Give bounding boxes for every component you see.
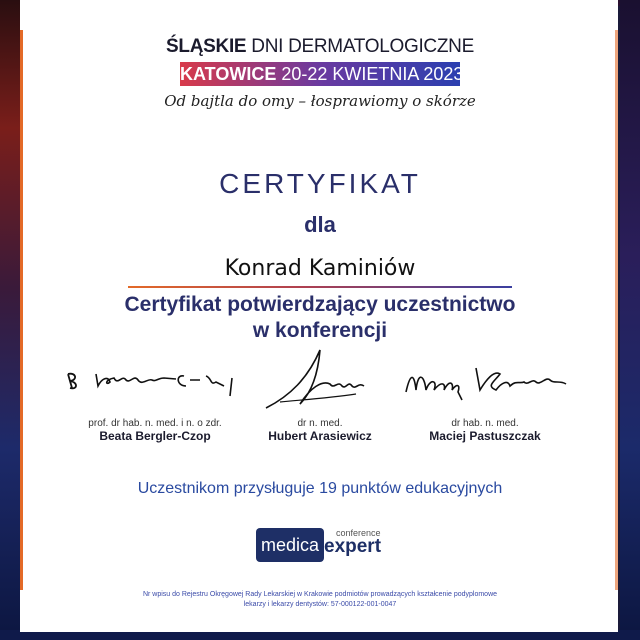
event-dates: 20-22 KWIETNIA 2023 bbox=[276, 64, 464, 84]
certificate-title: CERTYFIKAT bbox=[219, 168, 421, 199]
footer-line-1: Nr wpisu do Rejestru Okręgowej Rady Lekarskiej w Krakowie podmiotów prowadzących kształcenie podyplomowe bbox=[142, 591, 498, 598]
event-title-bold: ŚLĄSKIE bbox=[166, 36, 247, 57]
event-tagline: Od bajtla do omy – łosprawiomy o skórze bbox=[164, 92, 476, 110]
background-left-edge bbox=[0, 0, 20, 640]
registry-footer bbox=[100, 590, 540, 610]
event-title bbox=[160, 36, 480, 58]
orange-edge-right bbox=[615, 30, 618, 590]
signatory-2-title: dr n. med. bbox=[297, 418, 343, 429]
signatory-2 bbox=[240, 418, 400, 443]
signature-1 bbox=[60, 352, 250, 408]
signatory-1 bbox=[70, 418, 240, 443]
recipient-underline bbox=[128, 286, 512, 288]
logo-expert-label: expert bbox=[324, 536, 382, 557]
signatory-1-title: prof. dr hab. n. med. i n. o zdr. bbox=[88, 418, 222, 429]
footer-line-2: lekarzy i lekarzy dentystów: 57-000122-001-0047 bbox=[243, 601, 397, 608]
event-title-rest: DNI DERMATOLOGICZNE bbox=[246, 36, 474, 57]
event-date-bar bbox=[180, 62, 464, 86]
background-right-edge bbox=[620, 0, 640, 640]
certificate-for: dla bbox=[304, 212, 336, 237]
medica-logo-box: medica bbox=[256, 528, 324, 562]
signatory-1-name: Beata Bergler-Czop bbox=[99, 429, 211, 443]
confirmation-line-2: w konferencji bbox=[252, 319, 388, 342]
confirmation-text bbox=[90, 292, 550, 344]
signatory-3 bbox=[400, 418, 570, 443]
signatory-3-title: dr hab. n. med. bbox=[451, 418, 519, 429]
event-city: KATOWICE bbox=[180, 64, 277, 84]
logo-conference-label: conference bbox=[336, 528, 381, 538]
signatory-2-name: Hubert Arasiewicz bbox=[268, 429, 372, 443]
orange-edge-left bbox=[20, 30, 23, 590]
education-points-text: Uczestnikom przysługuje 19 punktów edukacyjnych bbox=[137, 480, 503, 497]
confirmation-line-1: Certyfikat potwierdzający uczestnictwo bbox=[124, 293, 516, 316]
signatory-3-name: Maciej Pastuszczak bbox=[429, 429, 541, 443]
signature-2 bbox=[260, 344, 370, 414]
recipient-name: Konrad Kaminiów bbox=[224, 256, 416, 281]
signature-3 bbox=[400, 356, 570, 406]
